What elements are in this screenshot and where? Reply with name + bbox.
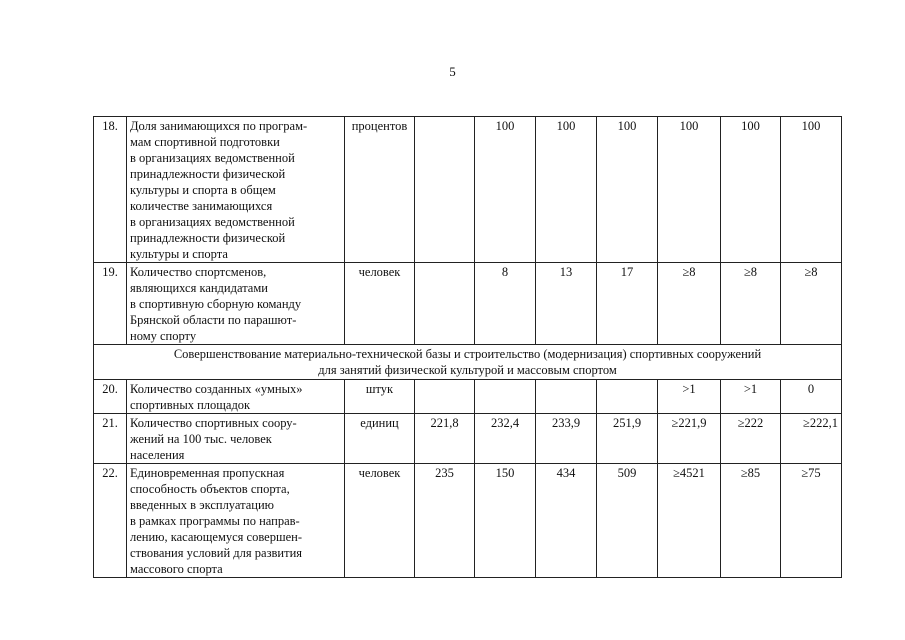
value-cell: >1 bbox=[658, 380, 721, 414]
row-number-cell: 21. bbox=[94, 414, 127, 464]
value-cell: 509 bbox=[597, 464, 658, 578]
row-number-cell: 18. bbox=[94, 117, 127, 263]
value-cell: 13 bbox=[536, 263, 597, 345]
value-cell: 100 bbox=[658, 117, 721, 263]
value-cell: 17 bbox=[597, 263, 658, 345]
table-row bbox=[94, 263, 842, 345]
value-cell: 8 bbox=[475, 263, 536, 345]
table-body bbox=[94, 117, 842, 578]
value-cell: ≥8 bbox=[658, 263, 721, 345]
value-cell: 100 bbox=[475, 117, 536, 263]
value-cell: 100 bbox=[781, 117, 842, 263]
table-row bbox=[94, 117, 842, 263]
indicator-name-cell: Количество созданных «умных» спортивных площадок bbox=[127, 380, 345, 414]
indicator-name-cell: Доля занимающихся по програм- мам спортивной подготовки в организациях ведомственной принадлежности физической культуры и спорта в общем количестве занимающихся в организациях ведомственной принадлежности физической культуры и спорта bbox=[127, 117, 345, 263]
page-number: 5 bbox=[449, 64, 456, 79]
value-cell bbox=[475, 380, 536, 414]
unit-cell: процентов bbox=[345, 117, 415, 263]
unit-cell: человек bbox=[345, 263, 415, 345]
value-cell: >1 bbox=[721, 380, 781, 414]
table-row bbox=[94, 464, 842, 578]
value-cell: 100 bbox=[597, 117, 658, 263]
row-number-cell: 19. bbox=[94, 263, 127, 345]
value-cell bbox=[415, 117, 475, 263]
value-cell: ≥8 bbox=[781, 263, 842, 345]
indicators-table bbox=[93, 116, 842, 578]
indicator-name-cell: Количество спортивных соору- жений на 100 тыс. человек населения bbox=[127, 414, 345, 464]
value-cell: ≥222,1 bbox=[781, 414, 842, 464]
value-cell bbox=[536, 380, 597, 414]
value-cell: ≥85 bbox=[721, 464, 781, 578]
value-cell: 232,4 bbox=[475, 414, 536, 464]
value-cell bbox=[415, 263, 475, 345]
value-cell: 233,9 bbox=[536, 414, 597, 464]
value-cell: 100 bbox=[536, 117, 597, 263]
table-row bbox=[94, 380, 842, 414]
indicator-name-cell: Единовременная пропускная способность объектов спорта, введенных в эксплуатацию в рамках программы по направ- лению, касающемуся совершен- ствования условий для развития массового спорта bbox=[127, 464, 345, 578]
value-cell bbox=[597, 380, 658, 414]
value-cell: 251,9 bbox=[597, 414, 658, 464]
table-row bbox=[94, 414, 842, 464]
unit-cell: штук bbox=[345, 380, 415, 414]
value-cell: 235 bbox=[415, 464, 475, 578]
value-cell: ≥75 bbox=[781, 464, 842, 578]
value-cell: 221,8 bbox=[415, 414, 475, 464]
value-cell bbox=[415, 380, 475, 414]
value-cell: ≥222 bbox=[721, 414, 781, 464]
row-number-cell: 20. bbox=[94, 380, 127, 414]
value-cell: 150 bbox=[475, 464, 536, 578]
value-cell: 0 bbox=[781, 380, 842, 414]
section-header-row bbox=[94, 345, 842, 380]
value-cell: ≥8 bbox=[721, 263, 781, 345]
value-cell: ≥4521 bbox=[658, 464, 721, 578]
indicator-name-cell: Количество спортсменов, являющихся кандидатами в спортивную сборную команду Брянской области по парашют- ному спорту bbox=[127, 263, 345, 345]
row-number-cell: 22. bbox=[94, 464, 127, 578]
unit-cell: единиц bbox=[345, 414, 415, 464]
section-title: Совершенствование материально-технической базы и строительство (модернизация) спортивных сооружений для занятий физической культурой и массовым спортом bbox=[94, 345, 842, 380]
unit-cell: человек bbox=[345, 464, 415, 578]
value-cell: ≥221,9 bbox=[658, 414, 721, 464]
value-cell: 434 bbox=[536, 464, 597, 578]
value-cell: 100 bbox=[721, 117, 781, 263]
